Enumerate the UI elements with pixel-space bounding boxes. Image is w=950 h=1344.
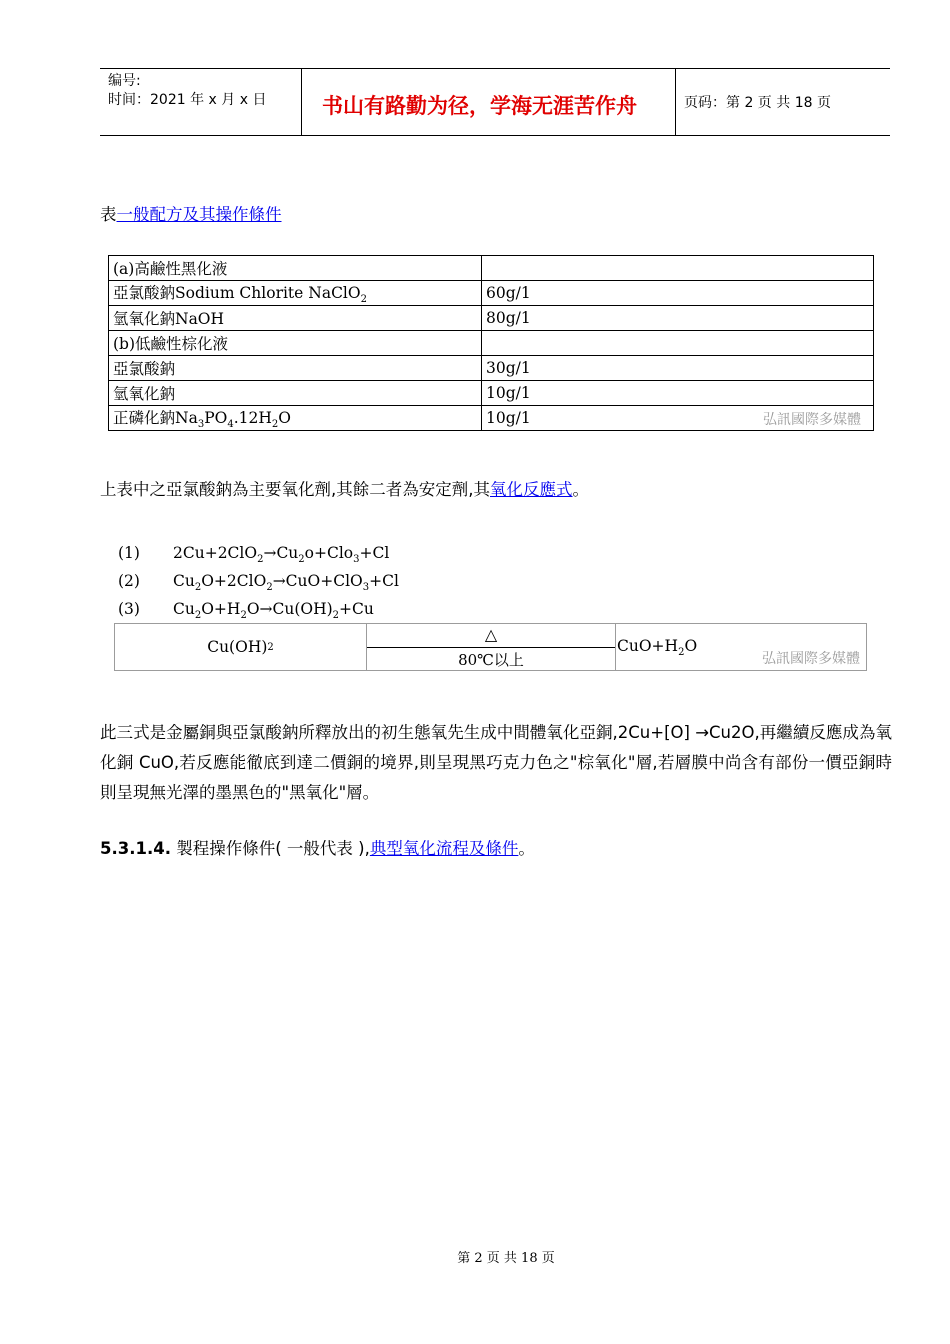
reaction-condition: 80℃以上 — [458, 651, 524, 669]
delta-symbol: △ — [484, 625, 498, 644]
eq-text: O+H — [201, 600, 241, 618]
caption-link[interactable]: 一般配方及其操作條件 — [116, 205, 282, 224]
reactant-text: Cu(OH) — [207, 638, 268, 656]
eq-text: +Cu — [339, 600, 374, 618]
table-cell-name — [109, 281, 482, 306]
table-row — [109, 381, 874, 406]
subscript: 2 — [266, 582, 273, 594]
watermark: 弘訊國際多媒體 — [763, 412, 861, 429]
reaction-left — [115, 624, 367, 670]
equation-number: (1) — [118, 544, 140, 562]
formula-table — [108, 255, 874, 431]
header-page-label: 页码：第 2 页 共 18 页 — [684, 95, 831, 111]
table-cell-value: 10g/1 — [482, 381, 874, 406]
eq-text: →CuO+ClO — [272, 572, 363, 590]
table-row — [109, 306, 874, 331]
table-cell-name: (a)高鹼性黑化液 — [109, 256, 482, 281]
section-heading — [100, 833, 535, 864]
eq-text: →Cu — [263, 544, 299, 562]
watermark: 弘訊國際多媒體 — [762, 651, 860, 667]
cell-text: 正磷化鈉Na — [113, 409, 198, 428]
paragraph-text: 上表中之亞氯酸鈉為主要氧化劑,其餘二者為安定劑,其 — [100, 480, 490, 499]
paragraph-2: 此三式是金屬銅與亞氯酸鈉所釋放出的初生態氧先生成中間體氧化亞銅,2Cu+[O] →Cu2O,再繼續反應成為氧化銅 CuO,若反應能徹底到達二價銅的境界,則呈現黑巧克力色之"棕氧化"層,若層膜中尚含有部份一價亞銅時則呈現無光澤的墨黑色的"黑氧化"層。 — [100, 723, 892, 802]
table-cell-value — [482, 256, 874, 281]
subscript: 4 — [227, 419, 234, 431]
eq-text: Cu — [173, 600, 195, 618]
cell-text: PO — [204, 409, 228, 428]
header-top-rule — [100, 68, 890, 69]
table-cell-name: 氫氧化鈉NaOH — [109, 306, 482, 331]
paragraph-end: 。 — [572, 480, 589, 499]
paragraph-1 — [100, 474, 589, 505]
header-divider-2 — [675, 69, 676, 136]
caption-prefix: 表 — [100, 205, 117, 224]
subscript: 2 — [360, 294, 367, 306]
subscript: 2 — [194, 582, 202, 594]
subscript: 2 — [267, 641, 274, 653]
cell-text: O — [278, 409, 291, 428]
typical-process-link[interactable]: 典型氧化流程及條件 — [369, 839, 519, 858]
subscript: 2 — [332, 610, 340, 622]
reaction-right — [617, 637, 697, 658]
subscript: 3 — [362, 582, 370, 594]
eq-text: Cu — [173, 572, 195, 590]
table-cell-value — [482, 331, 874, 356]
oxidation-reaction-link[interactable]: 氧化反應式 — [490, 480, 573, 499]
eq-text: o+Clo — [304, 544, 354, 562]
subscript: 2 — [194, 610, 202, 622]
table-row — [109, 356, 874, 381]
header-number-label: 编号: — [108, 73, 141, 89]
reaction-box — [114, 623, 867, 671]
cell-text: 10g/1 — [486, 409, 531, 428]
eq-text: 2Cu+2ClO — [173, 544, 258, 562]
eq-text: O→Cu(OH) — [246, 600, 333, 618]
table-cell-name: 亞氯酸鈉 — [109, 356, 482, 381]
eq-text: +Cl — [369, 572, 399, 590]
header-motto: 书山有路勤为径，学海无涯苦作舟 — [322, 93, 637, 118]
table-cell-name: 氫氧化鈉 — [109, 381, 482, 406]
cell-text: 亞氯酸鈉Sodium Chlorite NaClO — [113, 284, 361, 302]
subscript: 2 — [678, 647, 685, 659]
equation-number: (2) — [118, 572, 140, 590]
table-row — [109, 331, 874, 356]
table-caption — [100, 199, 282, 230]
header-time-label: 时间：2021 年 x 月 x 日 — [108, 92, 267, 108]
table-cell-value: 80g/1 — [482, 306, 874, 331]
subscript: 3 — [353, 554, 360, 566]
section-text: 製程操作條件( 一般代表 ), — [176, 839, 370, 858]
page-footer: 第 2 页 共 18 页 — [457, 1251, 555, 1266]
section-end: 。 — [518, 839, 535, 858]
table-cell-value: 30g/1 — [482, 356, 874, 381]
table-cell-name — [109, 406, 482, 431]
table-row — [109, 406, 874, 431]
table-row — [109, 281, 874, 306]
header-divider-1 — [301, 69, 302, 136]
subscript: 2 — [298, 554, 305, 566]
subscript: 2 — [271, 419, 279, 431]
table-row — [109, 256, 874, 281]
product-text: CuO+H — [617, 637, 679, 655]
table-cell-name: (b)低鹼性棕化液 — [109, 331, 482, 356]
cell-text: .12H — [233, 409, 272, 428]
eq-text: O+2ClO — [201, 572, 267, 590]
header-bottom-rule — [100, 135, 890, 136]
reaction-arrow-line — [367, 647, 615, 648]
subscript: 3 — [197, 419, 205, 431]
table-cell-value — [482, 406, 874, 431]
section-number: 5.3.1.4. — [100, 839, 171, 858]
subscript: 2 — [257, 554, 264, 566]
eq-text: +Cl — [359, 544, 390, 562]
equation-number: (3) — [118, 600, 140, 618]
product-text: O — [684, 637, 698, 655]
table-cell-value: 60g/1 — [482, 281, 874, 306]
subscript: 2 — [240, 610, 247, 622]
reaction-middle — [367, 624, 616, 670]
